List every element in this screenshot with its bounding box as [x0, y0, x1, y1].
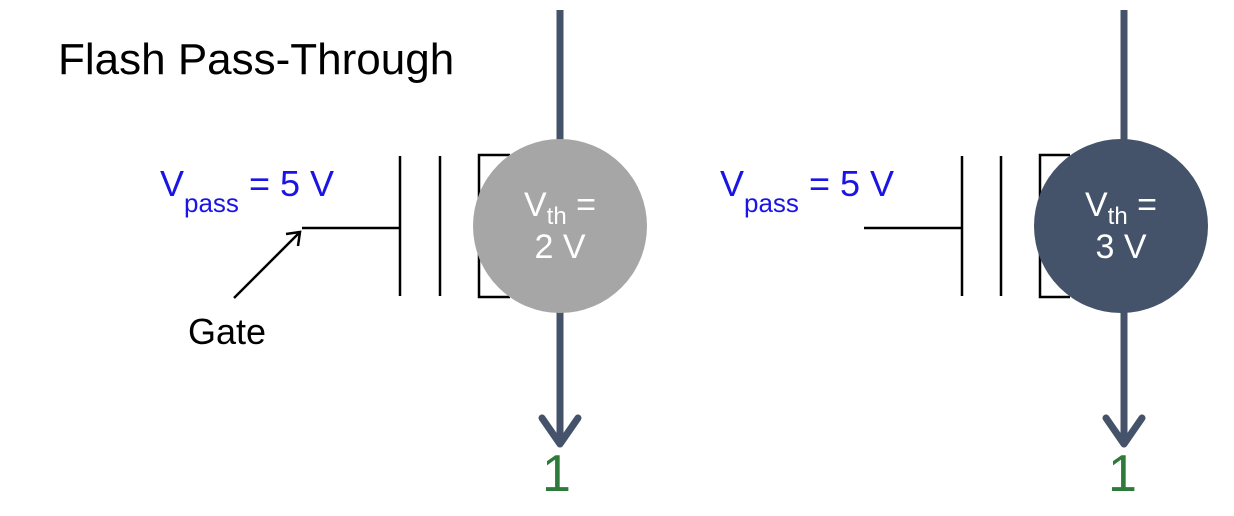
output-value-left: 1 [542, 445, 571, 503]
vpass-subscript: pass [744, 188, 799, 218]
vth-label [523, 184, 596, 230]
vpass-value: = 5 V [238, 163, 334, 204]
vpass-label-left [160, 163, 334, 218]
vth-equals: = [1127, 185, 1157, 224]
vpass-symbol: V [720, 163, 745, 204]
vth-value: 3 V [1095, 228, 1147, 266]
vth-subscript: th [546, 202, 567, 230]
floating-gate-cell-right [1034, 139, 1208, 313]
vth-equals: = [566, 185, 596, 224]
vth-subscript: th [1107, 202, 1128, 230]
vpass-subscript: pass [184, 188, 239, 218]
gate-pointer-arrow [234, 233, 299, 298]
vth-label [1084, 184, 1157, 230]
gate-label: Gate [188, 311, 267, 352]
vth-symbol: V [1084, 185, 1108, 224]
page-title: Flash Pass-Through [58, 35, 455, 84]
vth-value: 2 V [534, 228, 586, 266]
vth-symbol: V [523, 185, 547, 224]
output-value-right: 1 [1108, 445, 1137, 503]
vpass-symbol: V [160, 163, 185, 204]
vpass-label-right [720, 163, 894, 218]
vpass-value: = 5 V [798, 163, 894, 204]
floating-gate-cell-left [473, 139, 647, 313]
